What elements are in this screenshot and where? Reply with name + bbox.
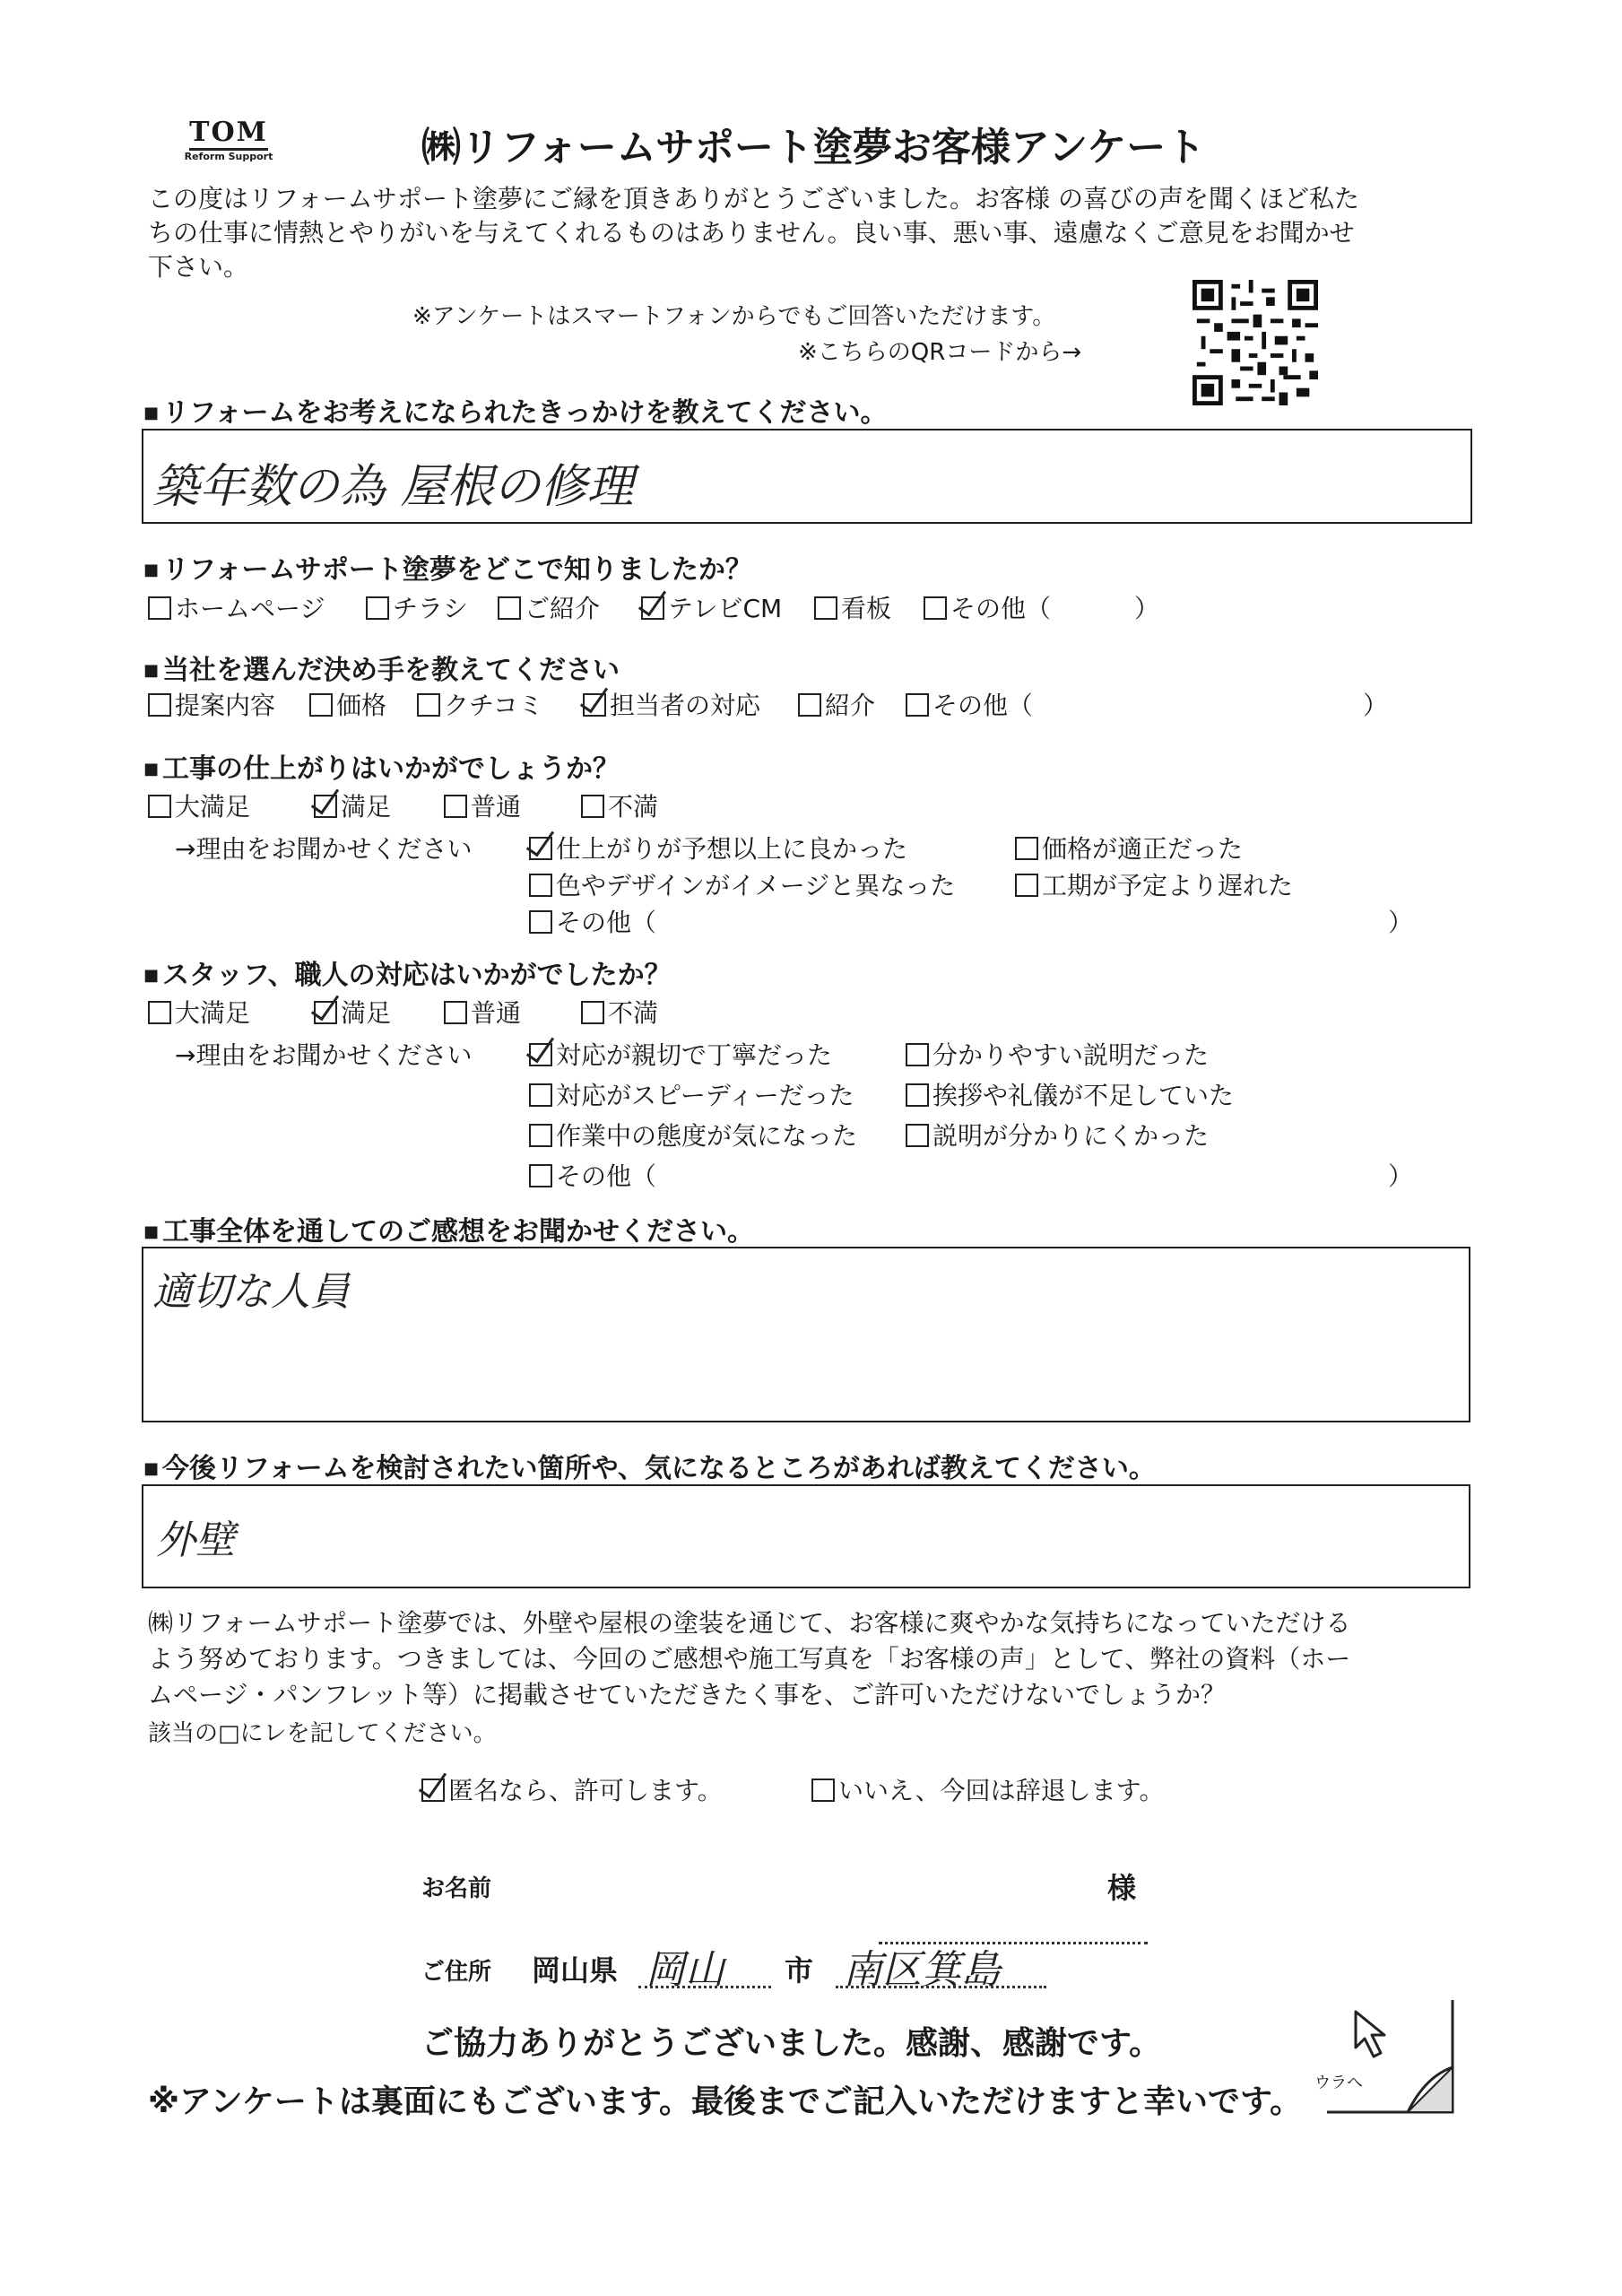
- checkbox[interactable]: [417, 693, 440, 717]
- q5-reason-unclear-explanation[interactable]: 説明が分かりにくかった: [906, 1117, 1209, 1152]
- q3-option-staff-response[interactable]: 担当者の対応: [583, 686, 760, 722]
- q7-label: ■ 今後リフォームを検討されたい箇所や、気になるところがあれば教えてください。: [143, 1446, 1156, 1485]
- q4-rating-dissatisfied[interactable]: 不満: [581, 787, 658, 823]
- checkbox[interactable]: [906, 1124, 929, 1147]
- q4-label: ■ 工事の仕上がりはいかがでしょうか？: [143, 746, 620, 786]
- checkbox[interactable]: [148, 693, 171, 717]
- q4-reason-other[interactable]: その他（: [529, 903, 656, 939]
- permission-line-2: よう努めております。つきましては、今回のご感想や施工写真を「お客様の声」として、弊社の資料（ホー: [148, 1644, 1351, 1674]
- q4-reason-design-mismatch[interactable]: 色やデザインがイメージと異なった: [529, 866, 955, 902]
- smartphone-note: ※アンケートはスマートフォンからでもご回答いただけます。: [412, 303, 1056, 330]
- q2-option-other[interactable]: その他（: [924, 589, 1051, 625]
- intro-line-3: 下さい。: [148, 252, 249, 282]
- permission-line-3: ムページ・パンフレット等）に掲載させていただきたく事を、ご許可いただけないでしょうか？: [148, 1680, 1227, 1709]
- q3-other-close: ）: [1363, 691, 1389, 720]
- q5-label: ■ スタッフ、職人の対応はいかがでしたか？: [143, 952, 672, 992]
- checkbox-checked[interactable]: [421, 1779, 445, 1802]
- checkbox-checked[interactable]: [641, 596, 664, 620]
- q2-option-signboard[interactable]: 看板: [814, 589, 891, 625]
- q1-answer-box[interactable]: [142, 429, 1472, 524]
- q1-answer: 築年数の為 屋根の修理: [152, 460, 634, 514]
- q5-rating-dissatisfied[interactable]: 不満: [581, 994, 658, 1030]
- checkbox[interactable]: [529, 1083, 552, 1107]
- permission-yes-anonymous[interactable]: 匿名なら、許可します。: [421, 1771, 723, 1807]
- q4-reason-fair-price[interactable]: 価格が適正だった: [1015, 830, 1243, 865]
- thanks-message: ご協力ありがとうございました。感謝、感謝です。: [421, 2025, 1162, 2062]
- permission-no-decline[interactable]: いいえ、今回は辞退します。: [811, 1771, 1164, 1807]
- qr-code[interactable]: [1188, 280, 1323, 405]
- checkbox[interactable]: [581, 795, 604, 818]
- page-title: ㈱リフォームサポート塗夢お客様アンケート: [421, 125, 1206, 170]
- checkbox[interactable]: [498, 596, 521, 620]
- permission-instruction: 該当の□にレを記してください。: [148, 1720, 497, 1747]
- address-city-suffix: 市: [785, 1953, 814, 1987]
- name-label: お名前: [421, 1875, 492, 1902]
- checkbox-checked[interactable]: [583, 693, 606, 717]
- q5-reason-speedy[interactable]: 対応がスピーディーだった: [529, 1076, 854, 1112]
- checkbox[interactable]: [811, 1779, 835, 1802]
- checkbox[interactable]: [906, 693, 929, 717]
- q3-label: ■ 当社を選んだ決め手を教えてください: [143, 648, 620, 687]
- q5-rating-average[interactable]: 普通: [444, 994, 521, 1030]
- q5-reason-clear-explanation[interactable]: 分かりやすい説明だった: [906, 1036, 1209, 1072]
- checkbox-checked[interactable]: [529, 837, 552, 860]
- checkbox-checked[interactable]: [314, 795, 337, 818]
- checkbox[interactable]: [148, 1001, 171, 1024]
- q7-answer-box[interactable]: [142, 1484, 1470, 1588]
- q5-reason-other[interactable]: その他（: [529, 1157, 656, 1193]
- q3-option-proposal[interactable]: 提案内容: [148, 686, 275, 722]
- permission-line-1: ㈱リフォームサポート塗夢では、外壁や屋根の塗装を通じて、お客様に爽やかな気持ちになっていただける: [148, 1608, 1351, 1638]
- q4-reason-label: →理由をお聞かせください: [175, 834, 473, 864]
- qr-note: ※こちらのQRコードから→: [798, 339, 1082, 366]
- q2-option-tv-cm[interactable]: テレビCM: [641, 589, 782, 625]
- q1-label: ■ リフォームをお考えになられたきっかけを教えてください。: [143, 390, 888, 430]
- checkbox[interactable]: [148, 596, 171, 620]
- checkbox[interactable]: [814, 596, 837, 620]
- q5-reason-kind-polite[interactable]: 対応が親切で丁寧だった: [529, 1036, 832, 1072]
- checkbox[interactable]: [581, 1001, 604, 1024]
- q3-option-price[interactable]: 価格: [309, 686, 386, 722]
- checkbox[interactable]: [366, 596, 389, 620]
- q6-answer: 適切な人員: [152, 1269, 350, 1315]
- q4-rating-very-satisfied[interactable]: 大満足: [148, 787, 250, 823]
- checkbox[interactable]: [444, 795, 467, 818]
- ura-label: ウラへ: [1314, 2074, 1363, 2092]
- page-turn-icon[interactable]: [1318, 1996, 1462, 2121]
- checkbox-checked[interactable]: [529, 1043, 552, 1066]
- checkbox[interactable]: [309, 693, 333, 717]
- checkbox-checked[interactable]: [314, 1001, 337, 1024]
- address-prefecture: 岡山県: [532, 1953, 619, 1987]
- address-ward-handwritten: 南区箕島: [843, 1947, 1001, 1993]
- q2-option-homepage[interactable]: ホームページ: [148, 589, 325, 625]
- q2-other-close: ）: [1134, 594, 1160, 623]
- q5-rating-very-satisfied[interactable]: 大満足: [148, 994, 250, 1030]
- checkbox[interactable]: [529, 910, 552, 934]
- q2-option-flyer[interactable]: チラシ: [366, 589, 468, 625]
- q5-reason-label: →理由をお聞かせください: [175, 1040, 473, 1070]
- checkbox[interactable]: [924, 596, 947, 620]
- checkbox[interactable]: [906, 1083, 929, 1107]
- checkbox[interactable]: [529, 1164, 552, 1187]
- checkbox[interactable]: [906, 1043, 929, 1066]
- q4-reason-better-than-expected[interactable]: 仕上がりが予想以上に良かった: [529, 830, 907, 865]
- q4-rating-average[interactable]: 普通: [444, 787, 521, 823]
- logo-text: TOM: [189, 117, 268, 151]
- checkbox[interactable]: [798, 693, 821, 717]
- q5-other-close: ）: [1388, 1161, 1414, 1191]
- q3-option-introduction[interactable]: 紹介: [798, 686, 875, 722]
- intro-line-2: ちの仕事に情熱とやりがいを与えてくれるものはありません。良い事、悪い事、遠慮なくご意見をお聞かせ: [148, 218, 1355, 248]
- checkbox[interactable]: [148, 795, 171, 818]
- checkbox[interactable]: [1015, 874, 1038, 897]
- q5-reason-attitude[interactable]: 作業中の態度が気になった: [529, 1117, 857, 1152]
- checkbox[interactable]: [1015, 837, 1038, 860]
- q6-answer-box[interactable]: [142, 1247, 1470, 1422]
- q4-other-close: ）: [1388, 908, 1414, 937]
- q2-option-referral[interactable]: ご紹介: [498, 589, 600, 625]
- q7-answer: 外壁: [156, 1518, 235, 1563]
- sama-label: 様: [1107, 1871, 1137, 1905]
- address-label: ご住所: [421, 1959, 492, 1986]
- q5-reason-lacking-manners[interactable]: 挨拶や礼儀が不足していた: [906, 1076, 1234, 1112]
- logo: [170, 117, 287, 162]
- checkbox[interactable]: [529, 874, 552, 897]
- q2-label: ■ リフォームサポート塗夢をどこで知りましたか？: [143, 547, 752, 587]
- back-side-note: ※アンケートは裏面にもございます。最後までご記入いただけますと幸いです。: [148, 2083, 1303, 2120]
- intro-line-1: この度はリフォームサポート塗夢にご縁を頂きありがとうございました。お客様 の喜びの声を聞くほど私た: [148, 184, 1359, 213]
- q4-rating-satisfied[interactable]: 満足: [314, 787, 391, 823]
- q4-reason-schedule-delay[interactable]: 工期が予定より遅れた: [1015, 866, 1293, 902]
- q3-option-reviews[interactable]: クチコミ: [417, 686, 543, 722]
- q5-rating-satisfied[interactable]: 満足: [314, 994, 391, 1030]
- q3-option-other[interactable]: その他（: [906, 686, 1033, 722]
- checkbox[interactable]: [529, 1124, 552, 1147]
- q6-label: ■ 工事全体を通してのご感想をお聞かせください。: [143, 1209, 754, 1248]
- checkbox[interactable]: [444, 1001, 467, 1024]
- address-city-handwritten: 岡山: [646, 1947, 724, 1993]
- logo-subtext: Reform Support: [184, 151, 273, 162]
